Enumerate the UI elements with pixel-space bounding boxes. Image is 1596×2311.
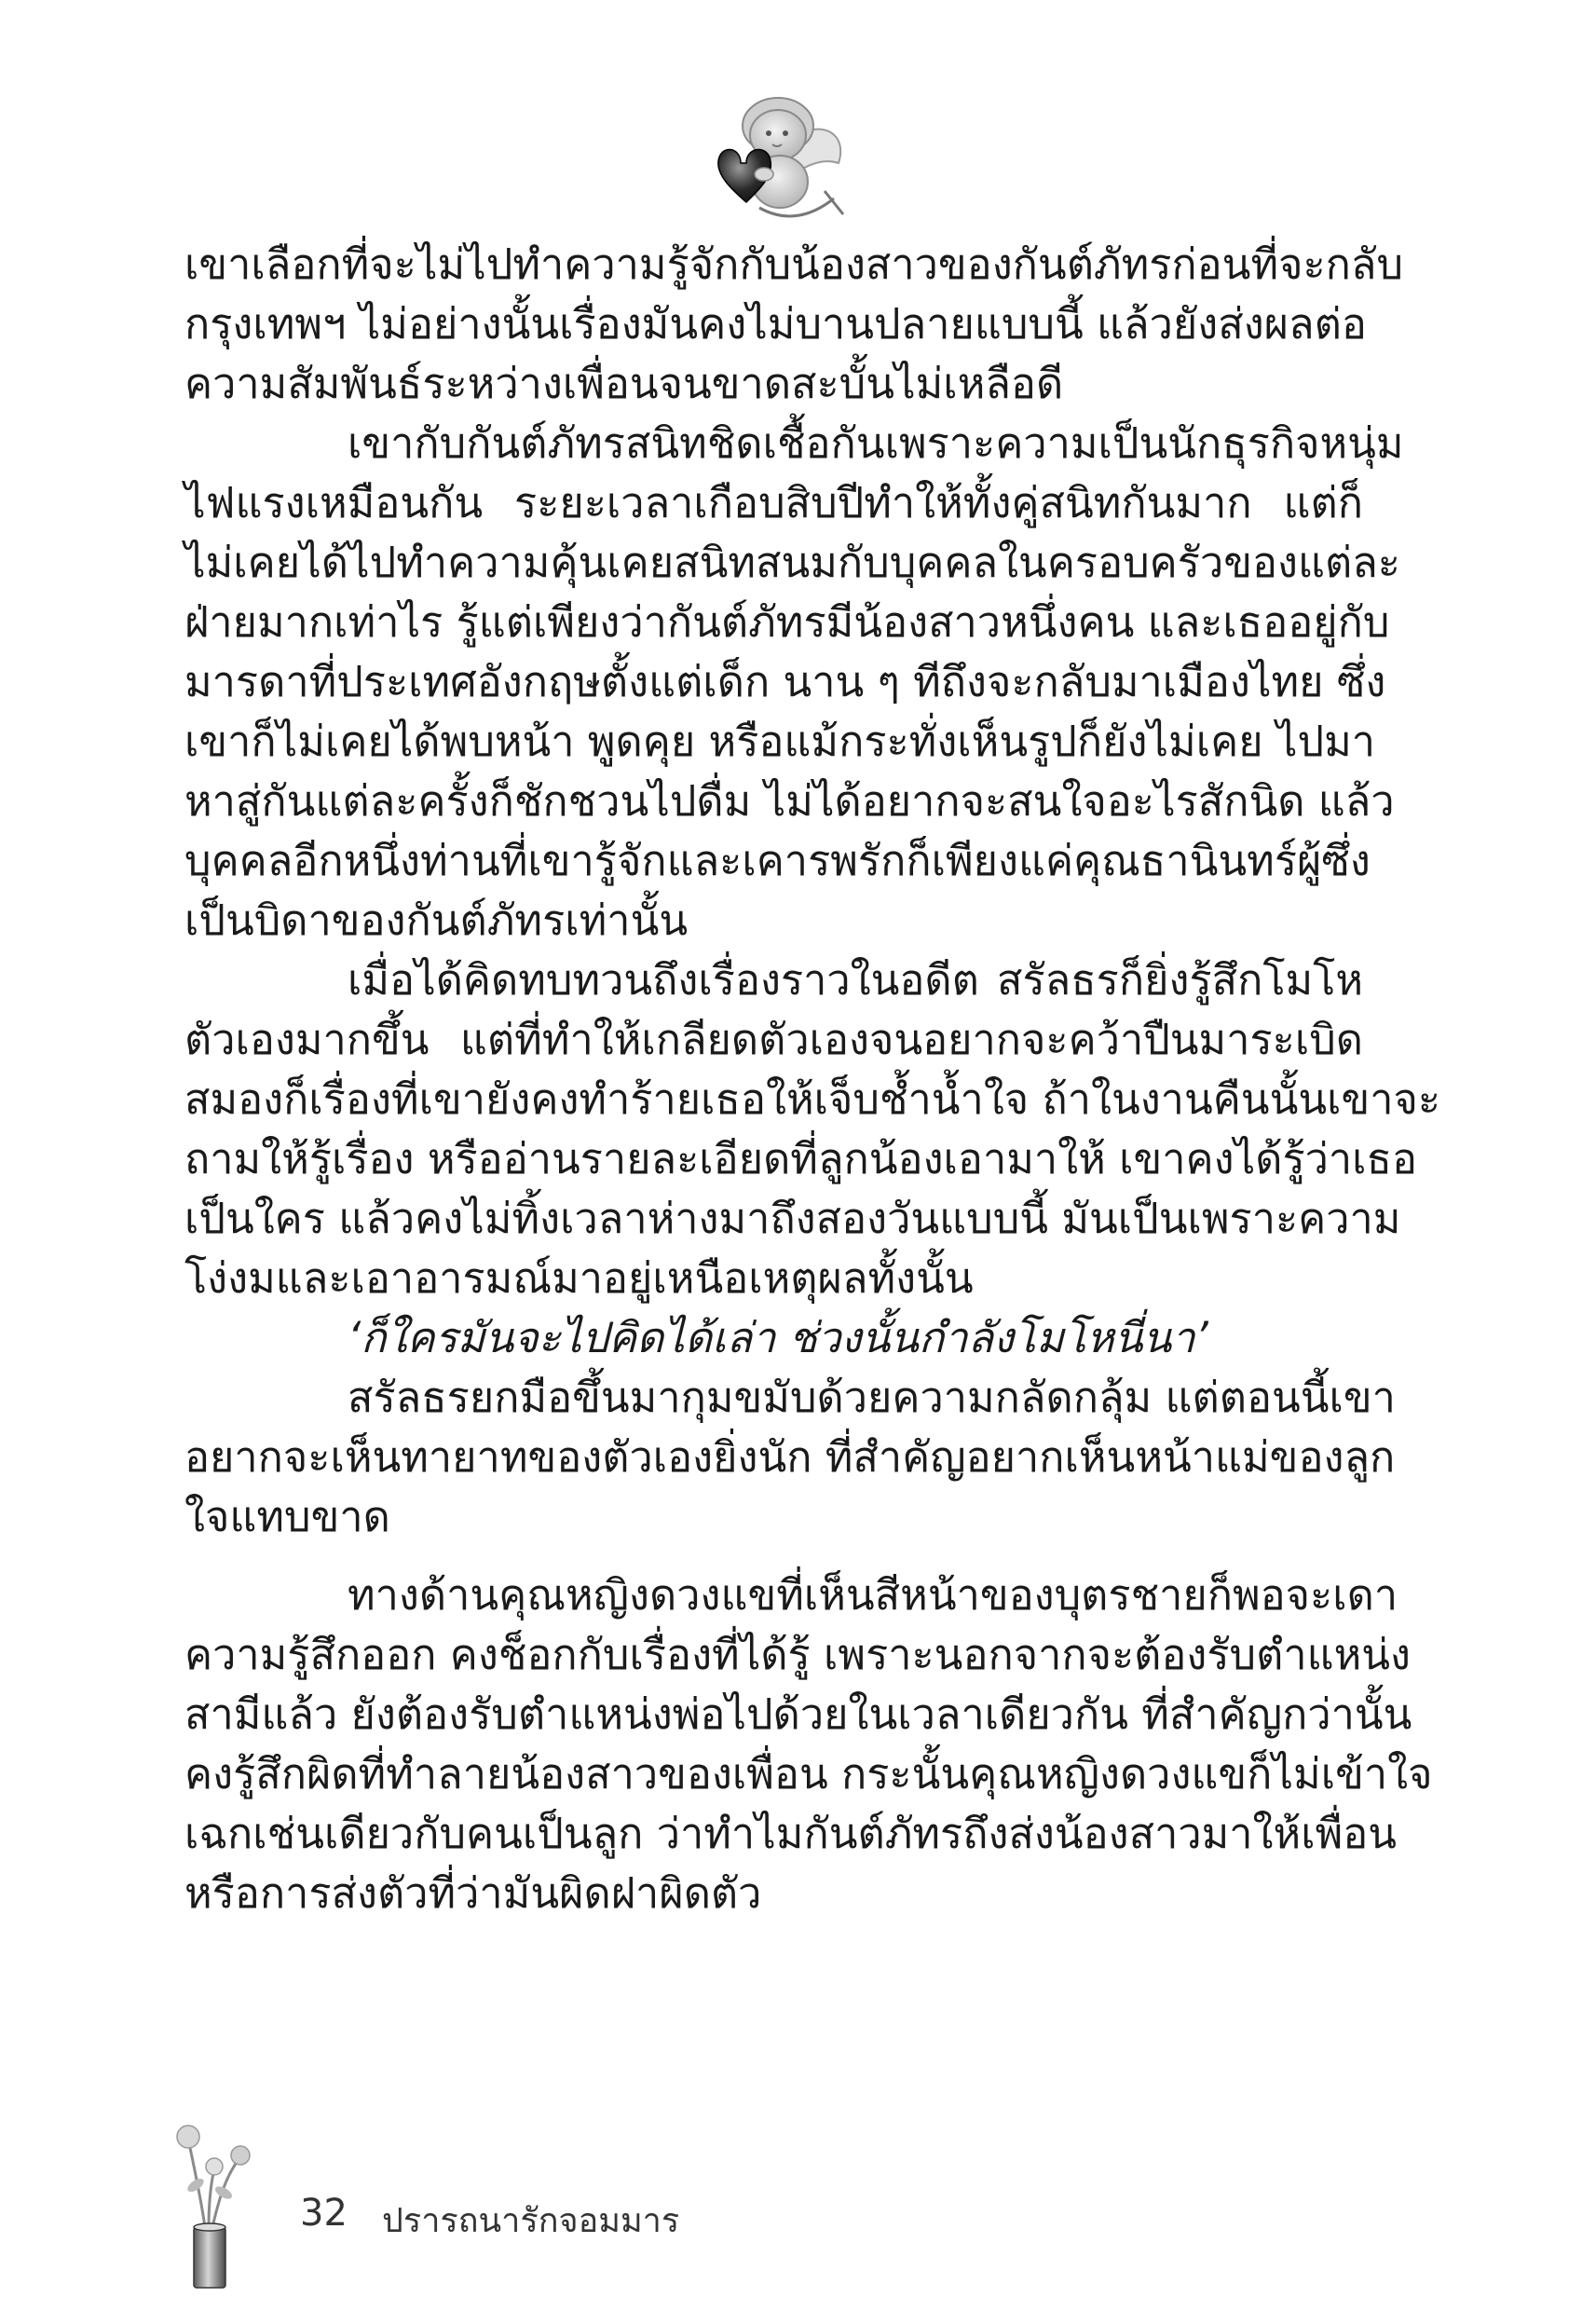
text-line: ความรู้สึกออก คงช็อกกับเรื่องที่ได้รู้ เพราะนอกจากจะต้องรับตำแหน่ง: [184, 1630, 1411, 1679]
text-line: ความสัมพันธ์ระหว่างเพื่อนจนขาดสะบั้นไม่เหลือดี: [184, 359, 1064, 408]
text-line: เมื่อได้คิดทบทวนถึงเรื่องราวในอดีต สรัลธรก็ยิ่งรู้สึกโมโห: [348, 955, 1363, 1005]
paragraph: [184, 1368, 1396, 1547]
text-line: สามีแล้ว ยังต้องรับตำแหน่งพ่อไปด้วยในเวลาเดียวกัน ที่สำคัญกว่านั้น: [184, 1689, 1412, 1739]
text-line: ไฟแรงเหมือนกัน ระยะเวลาเกือบสิบปีทำให้ทั้งคู่สนิทกันมาก แต่ก็: [184, 478, 1363, 527]
text-line: หาสู่กันแต่ละครั้งก็ชักชวนไปดื่ม ไม่ได้อยากจะสนใจอะไรสักนิด แล้ว: [184, 776, 1395, 826]
text-line: ไม่เคยได้ไปทำความคุ้นเคยสนิทสนมกับบุคคลในครอบครัวของแต่ละ: [184, 538, 1400, 587]
text-line: เขาเลือกที่จะไม่ไปทำความรู้จักกับน้องสาวของกันต์ภัทรก่อนที่จะกลับ: [184, 239, 1404, 289]
body-text: [184, 235, 1441, 1923]
paragraph: [184, 235, 1404, 414]
text-line: กรุงเทพฯ ไม่อย่างนั้นเรื่องมันคงไม่บานปลายแบบนี้ แล้วยังส่งผลต่อ: [184, 299, 1367, 349]
text-line: โง่งมและเอาอารมณ์มาอยู่เหนือเหตุผลทั้งนั้น: [184, 1253, 974, 1303]
text-line: ถามให้รู้เรื่อง หรืออ่านรายละเอียดที่ลูกน้องเอามาให้ เขาคงได้รู้ว่าเธอ: [184, 1134, 1418, 1183]
page-number: 32: [300, 2192, 348, 2235]
text-line: ทางด้านคุณหญิงดวงแขที่เห็นสีหน้าของบุตรชายก็พอจะเดา: [348, 1570, 1398, 1620]
paragraph: [184, 414, 1404, 950]
text-line: หรือการส่งตัวที่ว่ามันผิดฝาผิดตัว: [184, 1868, 762, 1918]
text-line: บุคคลอีกหนึ่งท่านที่เขารู้จักและเคารพรักก็เพียงแค่คุณธานินทร์ผู้ซึ่ง: [184, 836, 1371, 885]
text-line: เป็นใคร แล้วคงไม่ทิ้งเวลาห่างมาถึงสองวันแบบนี้ มันเป็นเพราะความ: [184, 1194, 1401, 1243]
text-line: เฉกเช่นเดียวกับคนเป็นลูก ว่าทำไมกันต์ภัทรถึงส่งน้องสาวมาให้เพื่อน: [184, 1809, 1398, 1858]
text-line: อยากจะเห็นทายาทของตัวเองยิ่งนัก ที่สำคัญอยากเห็นหน้าแม่ของลูก: [184, 1432, 1396, 1482]
cupid-with-heart-icon: [685, 89, 853, 228]
text-line: เขาก็ไม่เคยได้พบหน้า พูดคุย หรือแม้กระทั่งเห็นรูปก็ยังไม่เคย ไปมา: [184, 717, 1375, 766]
text-line: ฝ่ายมากเท่าไร รู้แต่เพียงว่ากันต์ภัทรมีน้องสาวหนึ่งคน และเธออยู่กับ: [184, 597, 1390, 647]
text-line: เขากับกันต์ภัทรสนิทชิดเชื้อกันเพราะความเป็นนักธุรกิจหนุ่ม: [348, 418, 1404, 468]
text-line: ‘ก็ใครมันจะไปคิดได้เล่า ช่วงนั้นกำลังโมโหนี่นา’: [348, 1313, 1208, 1362]
text-line: ใจแทบขาด: [184, 1492, 390, 1541]
text-line: คงรู้สึกผิดที่ทำลายน้องสาวของเพื่อน กระนั้นคุณหญิงดวงแขก็ไม่เข้าใจ: [184, 1749, 1433, 1798]
italic-paragraph: [184, 1308, 1363, 1368]
text-line: สรัลธรยกมือขึ้นมากุมขมับด้วยความกลัดกลุ้ม แต่ตอนนี้เขา: [348, 1373, 1396, 1422]
flower-vase-icon: [168, 2111, 270, 2297]
text-line: เป็นบิดาของกันต์ภัทรเท่านั้น: [184, 896, 689, 945]
book-title: ปรารถนารักจอมมาร: [382, 2202, 680, 2240]
text-line: สมองก็เรื่องที่เขายังคงทำร้ายเธอให้เจ็บช้ำน้ำใจ ถ้าในงานคืนนั้นเขาจะ: [184, 1074, 1441, 1124]
text-line: ตัวเองมากขึ้น แต่ที่ทำให้เกลียดตัวเองจนอยากจะคว้าปืนมาระเบิด: [184, 1015, 1363, 1064]
paragraph: [184, 950, 1441, 1308]
paragraph: [184, 1566, 1433, 1923]
text-line: มารดาที่ประเทศอังกฤษตั้งแต่เด็ก นาน ๆ ทีถึงจะกลับมาเมืองไทย ซึ่ง: [184, 657, 1386, 706]
